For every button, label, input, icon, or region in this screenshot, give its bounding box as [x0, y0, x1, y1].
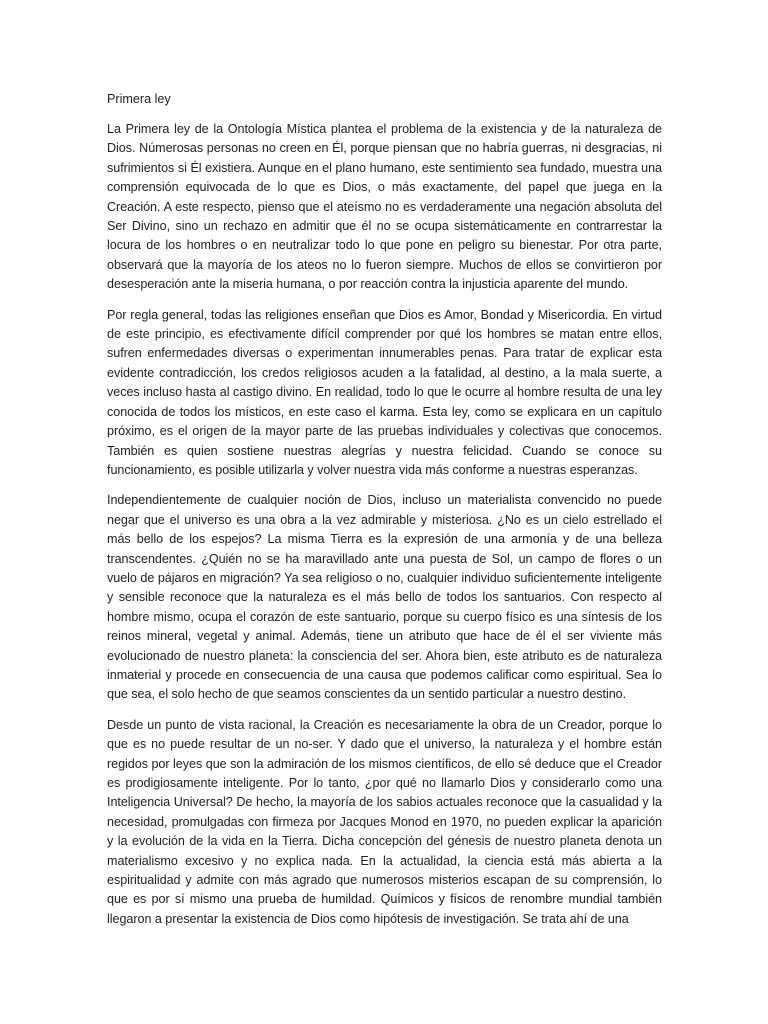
paragraph-1: La Primera ley de la Ontología Mística plantea el problema de la existencia y de la naturaleza de Dios. Númerosas personas no creen en Él, porque piensan que no habría guerras, ni desgracias, ni sufrimientos si Él existiera. Aunque en el plano humano, este sentimiento sea fundado, muestra una comprensión equivocada de lo que es Dios, o más exactamente, del papel que juega en la Creación. A este respecto, pienso que el ateísmo no es verdaderamente una negación absoluta del Ser Divino, sino un rechazo en admitir que él no se ocupa sistemáticamente en contrarrestar la locura de los hombres o en neutralizar todo lo que pone en peligro su bienestar. Por otra parte, observará que la mayoría de los ateos no lo fueron siempre. Muchos de ellos se convirtieron por desesperación ante la miseria humana, o por reacción contra la injusticia aparente del mundo. — [107, 122, 662, 292]
document-page — [107, 90, 662, 940]
paragraph-2: Por regla general, todas las religiones enseñan que Dios es Amor, Bondad y Misericordia. En virtud de este principio, es efectivamente difícil comprender por qué los hombres se matan entre ellos, sufren enfermedades diversas o experimentan innumerables penas. Para tratar de explicar esta evidente contradicción, los credos religiosos acuden a la fatalidad, al destino, a la mala suerte, a veces incluso hasta al castigo divino. En realidad, todo lo que le ocurre al hombre resulta de una ley conocida de todos los místicos, en este caso el karma. Esta ley, como se explicara en un capítulo próximo, es el origen de la mayor parte de las pruebas individuales y colectivas que conocemos. También es quien sostiene nuestras alegrías y nuestra felicidad. Cuando se conoce su funcionamiento, es posible utilizarla y volver nuestra vida más conforme a nuestras esperanzas. — [107, 307, 662, 477]
paragraph-4: Desde un punto de vista racional, la Creación es necesariamente la obra de un Creador, porque lo que es no puede resultar de un no-ser. Y dado que el universo, la naturaleza y el hombre están regidos por leyes que son la admiración de los mismos científicos, de ello sé deduce que el Creador es prodigiosamente inteligente. Por lo tanto, ¿por qué no llamarlo Dios y considerarlo como una Inteligencia Universal? De hecho, la mayoría de los sabios actuales reconoce que la casualidad y la necesidad, promulgadas con firmeza por Jacques Monod en 1970, no pueden explicar la aparición y la evolución de la vida en la Tierra. Dicha concepción del génesis de nuestro planeta denota un materialismo excesivo y no explica nada. En la actualidad, la ciencia está más abierta a la espiritualidad y admite con más agrado que numerosos misterios escapan de su comprensión, lo que es por sí mismo una prueba de humildad. Químicos y físicos de renombre mundial también llegaron a presentar la existencia de Dios como hipótesis de investigación. Se trata ahí de una — [107, 717, 662, 926]
section-heading: Primera ley — [107, 92, 171, 106]
paragraph-3: Independientemente de cualquier noción de Dios, incluso un materialista convencido no puede negar que el universo es una obra a la vez admirable y misteriosa. ¿No es un cielo estrellado el más bello de los espejos? La misma Tierra es la expresión de una armonía y de una belleza transcendentes. ¿Quién no se ha maravillado ante una puesta de Sol, un campo de flores o un vuelo de pájaros en migración? Ya sea religioso o no, cualquier individuo suficientemente inteligente y sensible reconoce que la naturaleza es el más bello de todos los santuarios. Con respecto al hombre mismo, ocupa el corazón de este santuario, porque su cuerpo físico es una síntesis de los reinos mineral, vegetal y animal. Además, tiene un atributo que hace de él el ser viviente más evolucionado de nuestro planeta: la consciencia del ser. Ahora bien, este atributo es de naturaleza inmaterial y procede en consecuencia de una causa que podemos calificar como espiritual. Sea lo que sea, el solo hecho de que seamos conscientes da un sentido particular a nuestro destino. — [107, 493, 662, 702]
